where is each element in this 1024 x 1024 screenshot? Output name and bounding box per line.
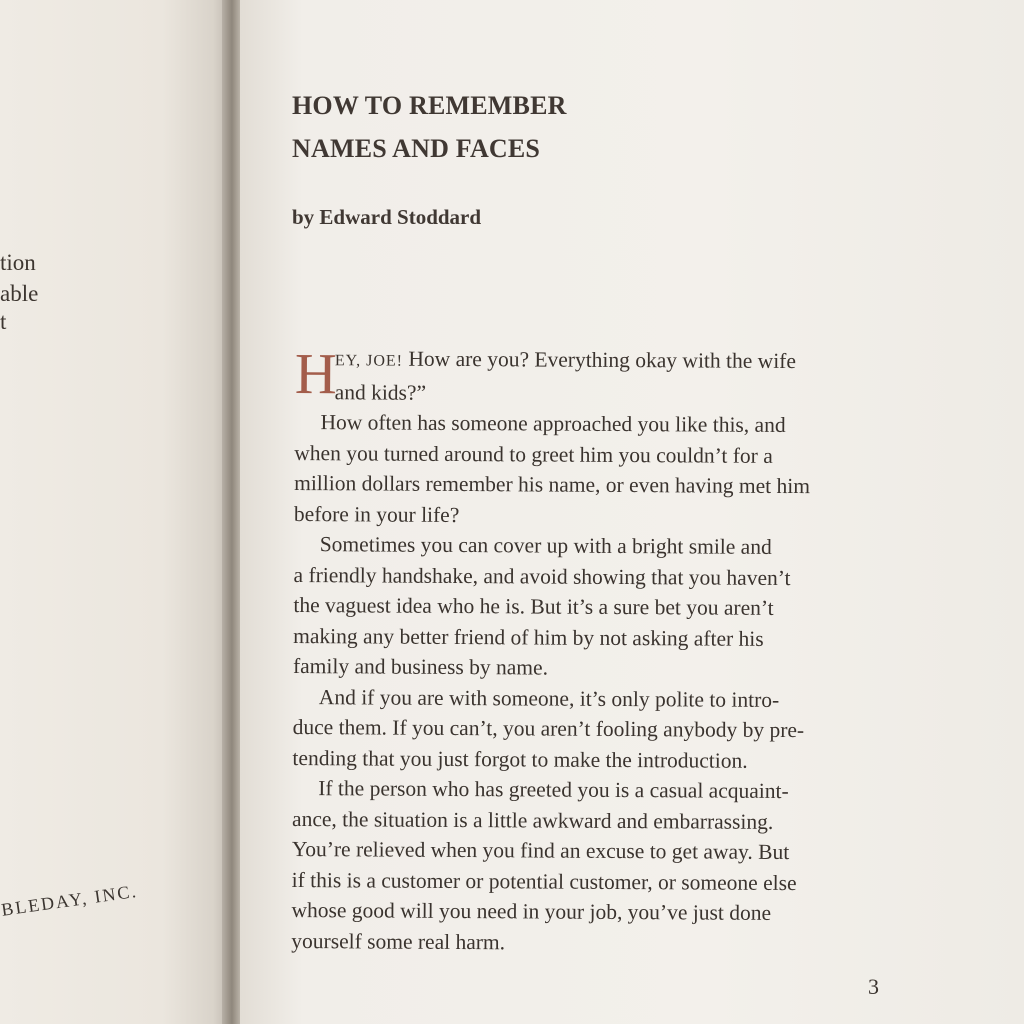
opening-smallcaps: EY, JOE!	[334, 352, 404, 370]
opening-sentence	[295, 343, 935, 380]
body-line: duce them. If you can’t, you aren’t fooling anybody by pre-	[292, 714, 805, 743]
body-line: How often has someone approached you like this, and	[320, 410, 786, 437]
body-line: the vaguest idea who he is. But it’s a sure bet you aren’t	[293, 592, 774, 620]
body-line: You’re relieved when you find an excuse to get away. But	[291, 836, 790, 865]
body-line: tending that you just forgot to make the introduction.	[292, 745, 748, 773]
right-page	[240, 0, 1024, 1024]
body-line: If the person who has greeted you is a casual acquaint-	[318, 776, 789, 804]
body-line: and kids?”	[334, 379, 427, 405]
left-page-text-fragment: able	[0, 281, 39, 306]
body-line: family and business by name.	[292, 653, 549, 680]
drop-cap: H	[294, 341, 337, 407]
body-line: making any better friend of him by not asking after his	[293, 623, 764, 651]
body-line: a friendly handshake, and avoid showing that you haven’t	[293, 562, 791, 590]
body-line: if this is a customer or potential customer, or someone else	[291, 867, 797, 895]
chapter-title	[292, 84, 567, 170]
body-line: when you turned around to greet him you couldn’t for a	[294, 440, 773, 468]
body-line: Sometimes you can cover up with a bright smile and	[319, 532, 772, 559]
publisher-imprint: BLEDAY, INC.	[0, 880, 139, 920]
page-number: 3	[868, 974, 879, 999]
chapter-title-line: NAMES AND FACES	[292, 134, 541, 163]
author-byline: by Edward Stoddard	[292, 205, 482, 229]
body-line: million dollars remember his name, or even having met him	[294, 470, 811, 499]
chapter-title-line: HOW TO REMEMBER	[292, 91, 567, 120]
left-page	[0, 0, 232, 1024]
body-line: yourself some real harm.	[291, 928, 506, 954]
left-page-text-fragment: tion	[0, 250, 36, 275]
opening-rest: How are you? Everything okay with the wife	[402, 346, 796, 374]
left-page-text-fragment: t	[0, 309, 7, 334]
body-line: ance, the situation is a little awkward and embarrassing.	[292, 806, 774, 834]
body-line: And if you are with someone, it’s only polite to intro-	[318, 684, 780, 712]
body-line: before in your life?	[293, 501, 460, 527]
body-line: whose good will you need in your job, you’ve just done	[291, 897, 772, 925]
chapter-body	[291, 343, 935, 960]
